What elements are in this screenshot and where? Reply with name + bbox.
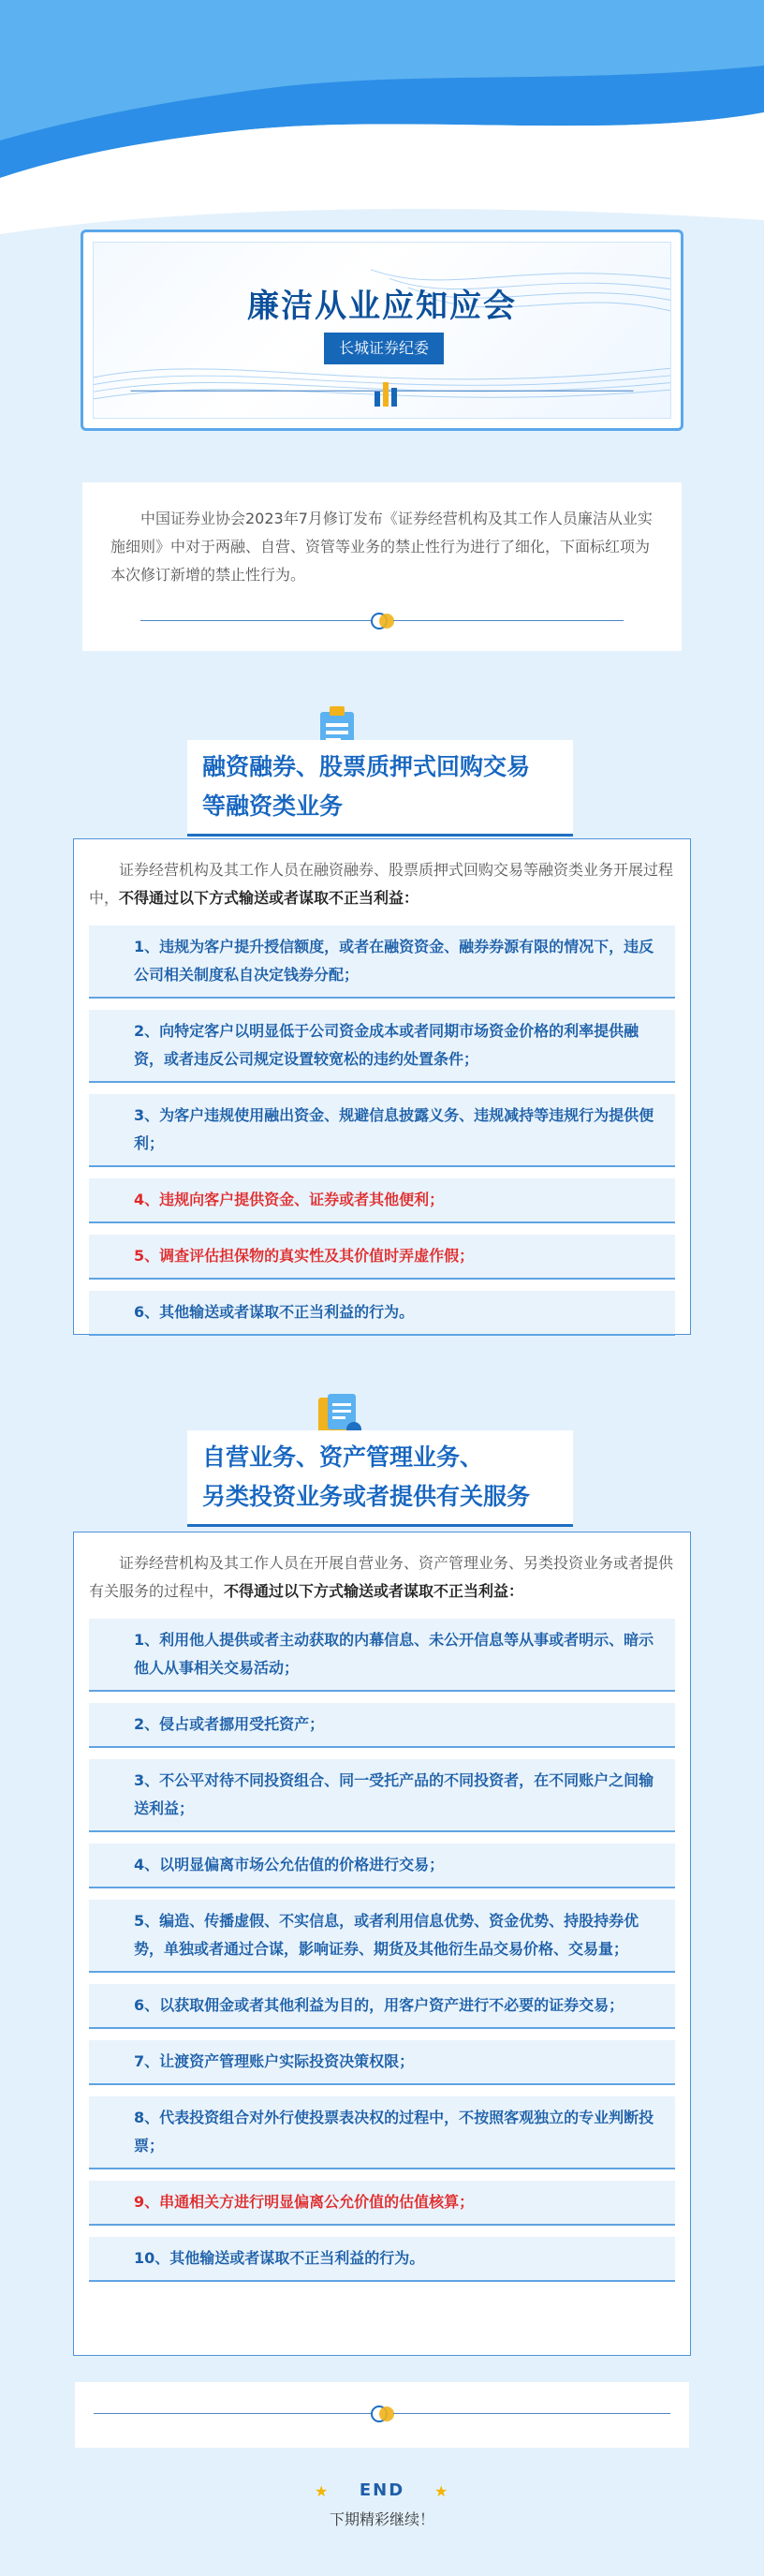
rule-item-text: 3、不公平对待不同投资组合、同一受托产品的不同投资者，在不同账户之间输送利益；	[134, 1771, 654, 1817]
section1-panel	[73, 838, 691, 1335]
title-card-inner	[93, 242, 671, 419]
rule-item	[89, 2181, 675, 2226]
section2-heading-line2: 另类投资业务或者提供有关服务	[202, 1483, 531, 1510]
rule-item-text: 6、以获取佣金或者其他利益为目的，用客户资产进行不必要的证券交易；	[134, 1996, 624, 2014]
rule-item-text: 8、代表投资组合对外行使投票表决权的过程中，不按照客观独立的专业判断投票；	[134, 2109, 654, 2154]
section2-intro-text: 证券经营机构及其工作人员在开展自营业务、资产管理业务、另类投资业务或者提供有关服务的过程中，	[89, 1554, 674, 1600]
section2-panel	[73, 1532, 691, 2356]
rule-item-text: 5、编造、传播虚假、不实信息，或者利用信息优势、资金优势、持股持券优势，单独或者通过合谋，影响证券、期货及其他衍生品交易价格、交易量；	[134, 1912, 639, 1958]
section2-intro-bold: 不得通过以下方式输送或者谋取不正当利益：	[224, 1582, 524, 1600]
star-icon: ★	[434, 2482, 448, 2500]
rule-item-text: 1、违规为客户提升授信额度，或者在融资资金、融券券源有限的情况下，违反公司相关制度私自决定钱券分配；	[134, 938, 654, 984]
section1-heading	[187, 740, 573, 836]
rule-item-text: 6、其他输送或者谋取不正当利益的行为。	[134, 1303, 415, 1321]
intro-divider	[66, 612, 698, 630]
next-issue-text: 下期精彩继续！	[329, 2510, 434, 2528]
rule-item-text: 9、串通相关方进行明显偏离公允价值的估值核算；	[134, 2193, 475, 2211]
rule-item	[89, 1010, 675, 1083]
section2-heading-line1: 自营业务、资产管理业务、	[202, 1443, 484, 1471]
rule-item-text: 5、调查评估担保物的真实性及其价值时弄虚作假；	[134, 1247, 475, 1265]
end-divider	[66, 2405, 698, 2423]
intro-text: 中国证券业协会2023年7月修订发布《证券经营机构及其工作人员廉洁从业实施细则》中对于两融、自营、资管等业务的禁止性行为进行了细化，下面标红项为本次修订新增的禁止性行为。	[110, 510, 653, 584]
section1-heading-line1: 融资融券、股票质押式回购交易	[202, 753, 531, 780]
section2-item-list	[74, 1619, 690, 2282]
star-icon: ★	[315, 2482, 329, 2500]
rule-item	[89, 1759, 675, 1832]
rule-item	[89, 2096, 675, 2169]
rule-item-text: 7、让渡资产管理账户实际投资决策权限；	[134, 2052, 415, 2070]
rule-item	[89, 2237, 675, 2282]
rule-item-text: 2、侵占或者挪用受托资产；	[134, 1715, 325, 1733]
divider-circles-icon	[369, 2405, 397, 2423]
bar-chart-icon	[373, 378, 399, 407]
section1-intro	[89, 856, 675, 912]
rule-item	[89, 1291, 675, 1336]
section1-heading-line2: 等融资类业务	[202, 792, 344, 820]
rule-item-text: 2、向特定客户以明显低于公司资金成本或者同期市场资金价格的利率提供融资，或者违反公司规定设置较宽松的违约处置条件；	[134, 1022, 639, 1068]
rule-item	[89, 1703, 675, 1748]
section1-item-list	[74, 925, 690, 1336]
rule-item	[89, 925, 675, 999]
rule-item	[89, 2040, 675, 2085]
section1-intro-text: 证券经营机构及其工作人员在融资融券、股票质押式回购交易等融资类业务开展过程中，	[89, 861, 674, 907]
org-badge: 长城证券纪委	[324, 333, 444, 364]
section2-intro	[89, 1549, 675, 1606]
section1-intro-bold: 不得通过以下方式输送或者谋取不正当利益：	[119, 889, 419, 907]
page-title: 廉洁从业应知应会	[247, 288, 517, 325]
rule-item-text: 10、其他输送或者谋取不正当利益的行为。	[134, 2249, 425, 2267]
rule-item-text: 3、为客户违规使用融出资金、规避信息披露义务、违规减持等违规行为提供便利；	[134, 1106, 654, 1152]
rule-item	[89, 1094, 675, 1167]
rule-item	[89, 1619, 675, 1692]
rule-item	[89, 1235, 675, 1280]
rule-item	[89, 1900, 675, 1973]
rule-item-text: 4、违规向客户提供资金、证券或者其他便利；	[134, 1191, 445, 1208]
rule-item	[89, 1984, 675, 2029]
divider-circles-icon	[369, 612, 397, 630]
rule-item-text: 4、以明显偏离市场公允估值的价格进行交易；	[134, 1856, 445, 1873]
end-title: END	[359, 2480, 405, 2500]
rule-item	[89, 1178, 675, 1223]
section2-heading	[187, 1430, 573, 1527]
end-row	[0, 2480, 764, 2500]
rule-item	[89, 1843, 675, 1888]
rule-item-text: 1、利用他人提供或者主动获取的内幕信息、未公开信息等从事或者明示、暗示他人从事相关交易活动；	[134, 1631, 654, 1677]
title-card	[81, 229, 683, 431]
